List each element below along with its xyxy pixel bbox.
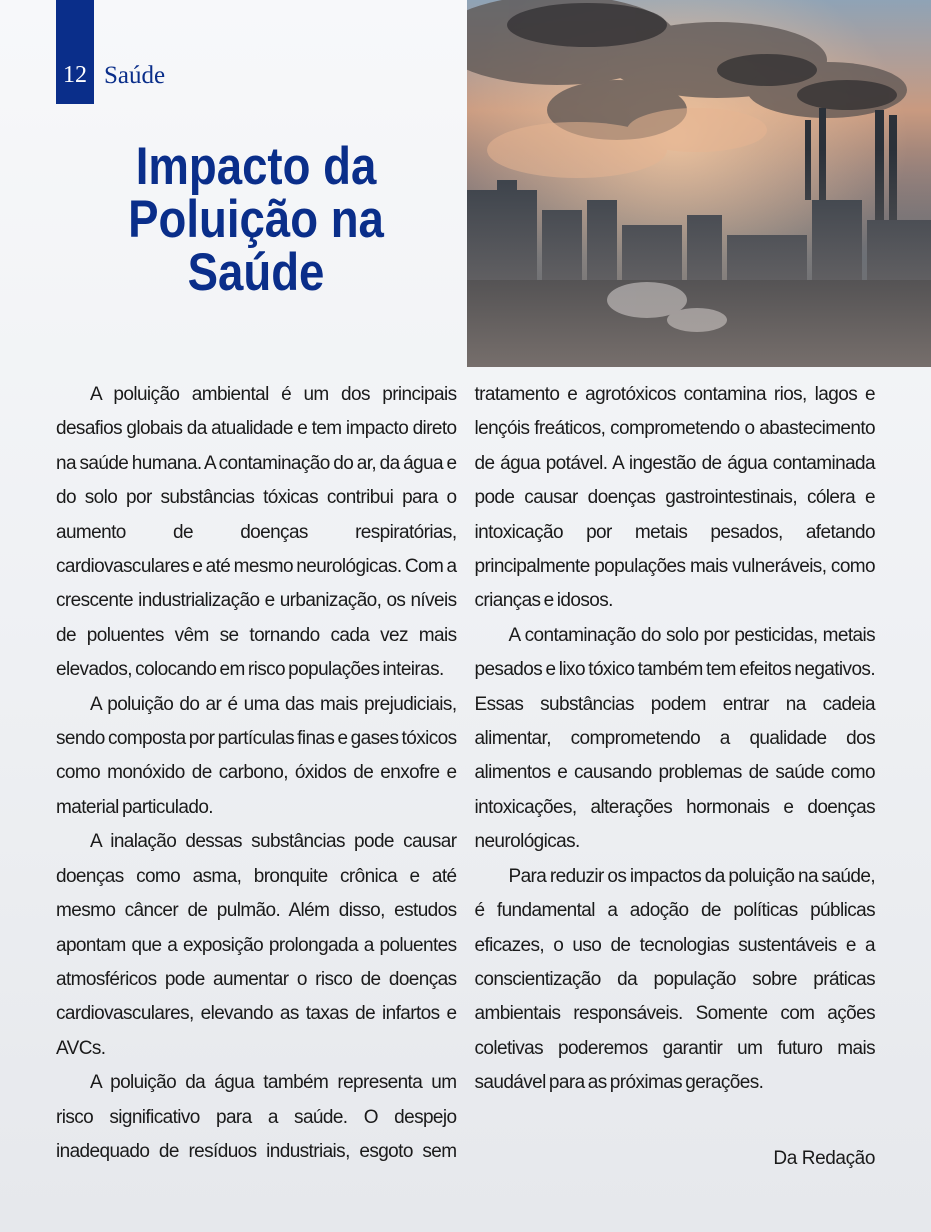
page-number: 12 <box>63 62 87 88</box>
article-signature: Da Redação <box>773 1148 875 1169</box>
article-paragraph: Para reduzir os impactos da poluição na saúde, é fundamental a adoção de políticas públicas eficazes, o uso de tecnologias sustentáveis e a conscientização da população sobre práticas ambientais responsáveis. Somente com ações coletivas poderemos garantir um futuro mais saudável para as próximas gerações. <box>474 865 875 1094</box>
article-paragraph: A contaminação do solo por pesticidas, metais pesados e lixo tóxico também tem efeitos negativos. Essas substâncias podem entrar na cadeia alimentar, comprometendo a qualidade dos alimentos e causando problemas de saúde como intoxicações, alterações hormonais e doenças neurológicas. <box>474 624 875 853</box>
article-body <box>56 378 875 1178</box>
article-paragraph: A poluição da água também representa um risco significativo para a saúde. O despejo inadequado de resíduos industriais, esgoto sem tratamento e agrotóxicos contamina rios, lagos e lençóis freáticos, comprometendo o abastecimento de água potável. A ingestão de água contaminada pode causar doenças gastrointestinais, cólera e intoxicação por metais pesados, afetando principalmente populações mais vulneráveis, como crianças e idosos. <box>56 384 875 1162</box>
factory-smoke-icon <box>467 0 931 367</box>
article-paragraph: A inalação dessas substâncias pode causar doenças como asma, bronquite crônica e até mesmo câncer de pulmão. Além disso, estudos apontam que a exposição prolongada a poluentes atmosféricos pode aumentar o risco de doenças cardiovasculares, elevando as taxas de infartos e AVCs. <box>56 831 457 1059</box>
article-title <box>84 137 428 302</box>
industrial-pollution-photo <box>467 0 931 367</box>
article-paragraph: A poluição ambiental é um dos principais desafios globais da atualidade e tem impacto direto na saúde humana. A contaminação do ar, da água e do solo por substâncias tóxicas contribui para o aumento de doenças respiratórias, cardiovasculares e até mesmo neurológicas. Com a crescente industrialização e urbanização, os níveis de poluentes vêm se tornando cada vez mais elevados, colocando em risco populações inteiras. <box>56 384 457 681</box>
title-line: Poluição na <box>128 190 384 249</box>
title-line: Saúde <box>187 243 325 302</box>
title-line: Impacto da <box>135 137 377 196</box>
section-label: Saúde <box>104 62 166 89</box>
article-paragraph: A poluição do ar é uma das mais prejudiciais, sendo composta por partículas finas e gases tóxicos como monóxido de carbono, óxidos de enxofre e material particulado. <box>56 693 457 818</box>
